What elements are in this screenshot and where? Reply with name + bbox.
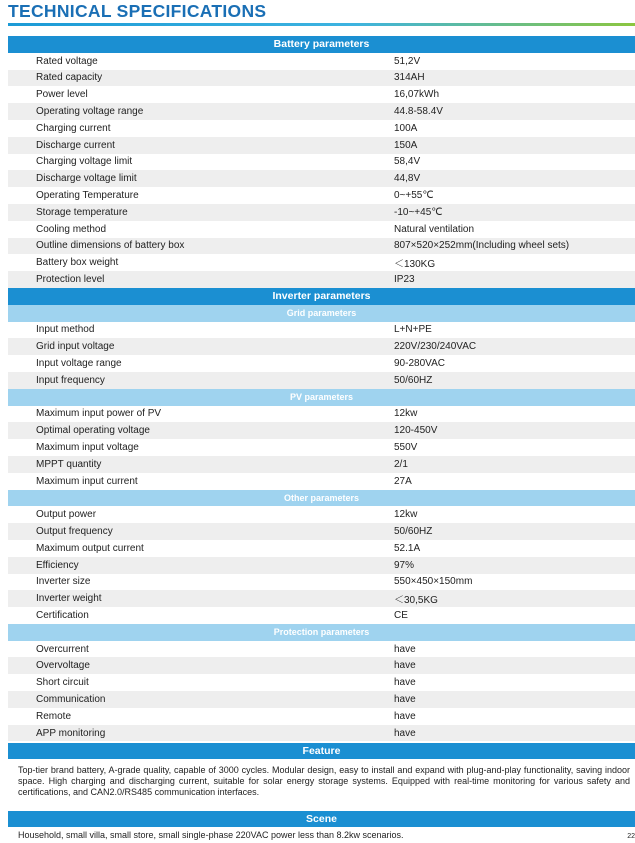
spec-key: Output frequency	[36, 526, 113, 537]
spec-value: 100A	[394, 122, 418, 134]
subsection-header: Other parameters	[8, 490, 635, 507]
feature-header: Feature	[8, 743, 635, 759]
spec-key: Operating Temperature	[36, 190, 139, 202]
subsection-header: Protection parameters	[8, 624, 635, 641]
spec-row	[8, 422, 635, 439]
spec-row	[8, 473, 635, 490]
spec-value: IP23	[394, 274, 415, 286]
spec-row	[8, 238, 635, 255]
spec-key: Discharge voltage limit	[36, 173, 137, 185]
spec-value: 0~+55℃	[394, 190, 434, 202]
spec-key: Certification	[36, 609, 89, 621]
spec-row	[8, 641, 635, 658]
spec-key: Overcurrent	[36, 643, 89, 655]
spec-value: 44.8-58.4V	[394, 106, 443, 118]
spec-value: have	[394, 727, 416, 739]
spec-value: have	[394, 643, 416, 655]
feature-text: Top-tier brand battery, A-grade quality, capable of 3000 cycles. Modular design, easy to install and expand with plug-and-play functionality, saving indoor space. High charging and discharging current, suitable for solar energy storage systems. Equipped with real-time monitoring for various safety and certifications, and CAN2.0/RS485 communication interfaces.	[18, 765, 630, 798]
spec-key: Rated capacity	[36, 72, 103, 84]
page-number: 22	[627, 833, 635, 840]
spec-row	[8, 187, 635, 204]
spec-value: 16,07kWh	[394, 89, 440, 101]
spec-key: Optimal operating voltage	[36, 425, 150, 437]
spec-row	[8, 221, 635, 238]
scene-text: Household, small villa, small store, small single-phase 220VAC power less than 8.2kw scenarios.	[18, 830, 404, 840]
spec-value: 150A	[394, 139, 418, 151]
spec-key: Cooling method	[36, 223, 107, 235]
spec-row	[8, 691, 635, 708]
spec-value: 120-450V	[394, 425, 438, 437]
spec-key: Protection level	[36, 274, 105, 286]
spec-key: Power level	[36, 89, 88, 101]
spec-row	[8, 657, 635, 674]
spec-value: 50/60HZ	[394, 526, 433, 537]
spec-key: Maximum output current	[36, 542, 144, 554]
spec-row	[8, 170, 635, 187]
spec-row	[8, 406, 635, 423]
spec-value: 314AH	[394, 72, 425, 84]
spec-value: 97%	[394, 559, 415, 571]
spec-key: Charging voltage limit	[36, 156, 133, 168]
spec-row	[8, 86, 635, 103]
spec-value: have	[394, 710, 416, 722]
spec-row	[8, 708, 635, 725]
spec-value: 12kw	[394, 509, 418, 521]
spec-row	[8, 607, 635, 624]
spec-value: 220V/230/240VAC	[394, 341, 477, 353]
spec-value: 50/60HZ	[394, 374, 433, 386]
spec-key: Rated voltage	[36, 55, 98, 67]
spec-row	[8, 725, 635, 742]
spec-key: Discharge current	[36, 139, 115, 151]
spec-row	[8, 204, 635, 221]
section-header: Inverter parameters	[8, 288, 635, 305]
spec-row	[8, 590, 635, 607]
spec-key: Remote	[36, 710, 72, 722]
spec-row	[8, 372, 635, 389]
spec-table	[8, 36, 635, 741]
spec-key: Communication	[36, 693, 106, 705]
spec-value: 27A	[394, 475, 412, 487]
spec-key: Output power	[36, 509, 97, 521]
spec-row	[8, 439, 635, 456]
spec-value: 550×450×150mm	[394, 576, 473, 588]
spec-row	[8, 540, 635, 557]
spec-key: Maximum input power of PV	[36, 408, 162, 420]
spec-row	[8, 506, 635, 523]
spec-key: Maximum input current	[36, 475, 138, 487]
spec-row	[8, 70, 635, 87]
subsection-header: PV parameters	[8, 389, 635, 406]
spec-row	[8, 154, 635, 171]
spec-row	[8, 137, 635, 154]
spec-key: Operating voltage range	[36, 106, 144, 118]
spec-key: Battery box weight	[36, 257, 119, 269]
spec-key: Overvoltage	[36, 660, 90, 672]
spec-value: have	[394, 677, 416, 689]
spec-key: Input method	[36, 324, 95, 336]
spec-key: Inverter weight	[36, 593, 102, 605]
spec-key: Input frequency	[36, 374, 105, 386]
title-underline	[8, 23, 635, 26]
spec-value: 2/1	[394, 458, 408, 470]
subsection-header: Grid parameters	[8, 305, 635, 322]
spec-value: have	[394, 693, 416, 705]
spec-row	[8, 271, 635, 288]
spec-value: 90-280VAC	[394, 358, 445, 370]
spec-key: Short circuit	[36, 677, 89, 689]
section-header: Battery parameters	[8, 36, 635, 53]
spec-key: Charging current	[36, 122, 111, 134]
spec-key: Maximum input voltage	[36, 442, 139, 454]
spec-value: 12kw	[394, 408, 418, 420]
spec-row	[8, 574, 635, 591]
spec-key: Storage temperature	[36, 206, 128, 218]
spec-row	[8, 523, 635, 540]
spec-value: 44,8V	[394, 173, 421, 185]
spec-key: Outline dimensions of battery box	[36, 240, 185, 252]
spec-row	[8, 338, 635, 355]
spec-row	[8, 322, 635, 339]
spec-key: MPPT quantity	[36, 458, 102, 470]
spec-value: have	[394, 660, 416, 672]
spec-row	[8, 674, 635, 691]
spec-row	[8, 120, 635, 137]
spec-value: ＜130KG	[394, 259, 436, 271]
spec-row	[8, 103, 635, 120]
spec-row	[8, 456, 635, 473]
spec-value: 550V	[394, 442, 418, 454]
spec-value: CE	[394, 609, 408, 621]
spec-key: Inverter size	[36, 576, 91, 588]
page-title: TECHNICAL SPECIFICATIONS	[8, 1, 267, 21]
spec-row	[8, 355, 635, 372]
scene-header: Scene	[8, 811, 635, 827]
spec-value: 58,4V	[394, 156, 421, 168]
spec-row	[8, 254, 635, 271]
spec-value: ＜30,5KG	[394, 595, 438, 607]
spec-value: 51,2V	[394, 55, 421, 67]
spec-value: 807×520×252mm(Including wheel sets)	[394, 240, 570, 252]
spec-key: APP monitoring	[36, 727, 106, 739]
spec-key: Grid input voltage	[36, 341, 115, 353]
spec-value: -10~+45℃	[394, 206, 443, 218]
spec-row	[8, 53, 635, 70]
spec-key: Input voltage range	[36, 358, 122, 370]
spec-value: 52.1A	[394, 542, 421, 554]
spec-key: Efficiency	[36, 559, 79, 571]
spec-row	[8, 557, 635, 574]
spec-value: Natural ventilation	[394, 223, 475, 235]
spec-value: L+N+PE	[394, 324, 432, 336]
